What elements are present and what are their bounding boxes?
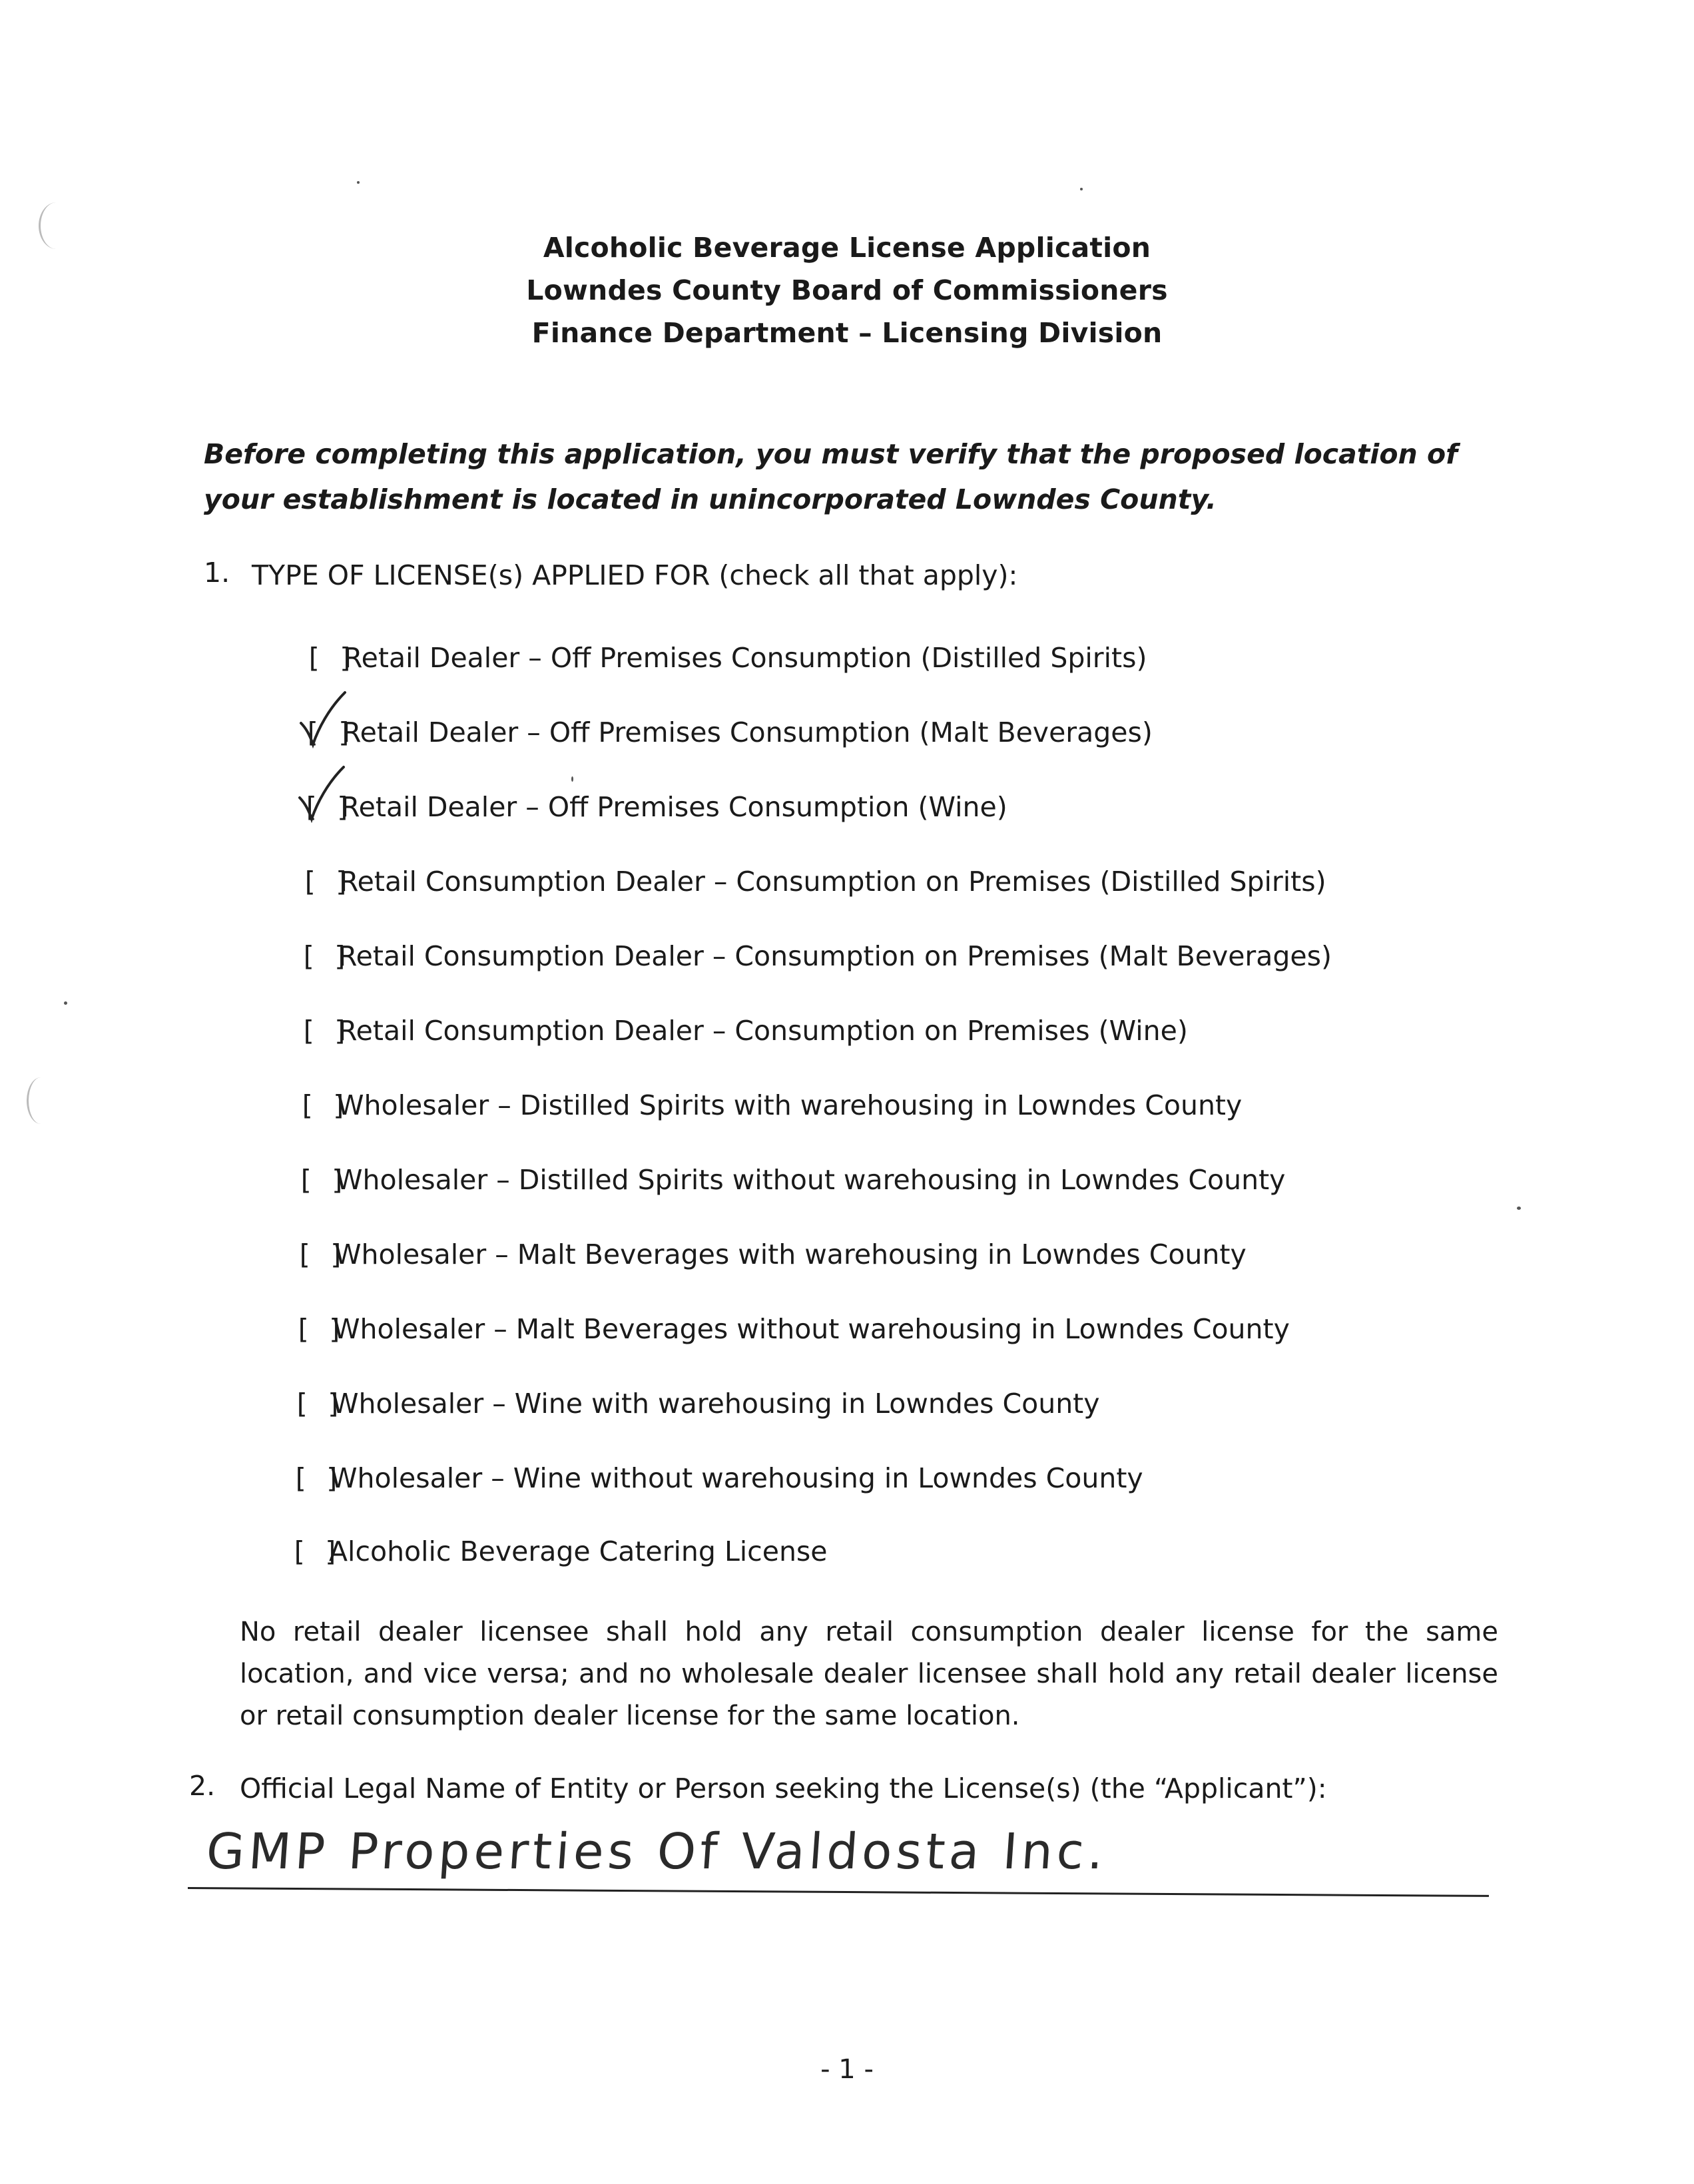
license-option[interactable] [297,1164,1285,1196]
checkbox-empty[interactable]: [ ] [292,1462,342,1494]
scan-speck [357,181,360,184]
checkbox-checked[interactable]: [ ] [304,716,342,748]
checkmark-icon [294,763,348,823]
applicant-name-handwritten[interactable]: GMP Properties Of Valdosta Inc. [204,1823,1110,1880]
checkbox-empty[interactable]: [ ] [297,1164,347,1196]
license-option[interactable] [301,866,1326,898]
question-2-label: Official Legal Name of Entity or Person seeking the License(s) (the “Applicant”): [240,1773,1327,1804]
question-1-number: 1. [204,557,230,589]
checkbox-empty[interactable]: [ ] [300,1015,350,1047]
checkbox-empty[interactable]: [ ] [300,940,350,972]
license-option-label: Wholesaler – Malt Beverages without warehousing in Lowndes County [333,1313,1290,1345]
checkbox-empty[interactable]: [ ] [293,1388,343,1420]
license-option[interactable] [304,716,1153,748]
question-1-label: TYPE OF LICENSE(s) APPLIED FOR (check all that apply): [252,559,1018,591]
checkbox-checked[interactable]: [ ] [302,791,341,823]
license-option[interactable] [300,1015,1188,1047]
applicant-name-line [188,1887,1489,1897]
scan-speck [1517,1207,1521,1210]
checkbox-empty[interactable]: [ ] [298,1089,348,1121]
license-option[interactable] [294,1313,1290,1345]
scan-speck [571,776,573,782]
license-option-label: Retail Dealer – Off Premises Consumption (Distilled Spirits) [344,642,1147,674]
license-option[interactable] [298,1089,1242,1121]
license-option[interactable] [293,1388,1100,1420]
checkmark-icon [296,688,349,748]
checkbox-empty[interactable]: [ ] [290,1535,340,1567]
license-option-label: Retail Dealer – Off Premises Consumption (Malt Beverages) [342,716,1153,748]
agency-name: Lowndes County Board of Commissioners [526,274,1168,306]
scan-edge-mark [27,1077,55,1124]
checkbox-empty[interactable]: [ ] [296,1238,346,1270]
checkbox-empty[interactable]: [ ] [294,1313,344,1345]
license-option-label: Retail Consumption Dealer – Consumption on Premises (Distilled Spirits) [340,866,1326,898]
license-option[interactable] [296,1238,1247,1270]
license-option-label: Alcoholic Beverage Catering License [329,1535,828,1567]
license-option[interactable] [302,791,1007,823]
license-option-label: Retail Dealer – Off Premises Consumption (Wine) [341,791,1007,823]
license-option-label: Wholesaler – Malt Beverages with warehousing in Lowndes County [334,1238,1247,1270]
license-option-label: Wholesaler – Distilled Spirits without warehousing in Lowndes County [336,1164,1286,1196]
license-option[interactable] [292,1462,1143,1494]
license-option[interactable] [290,1535,828,1567]
intro-instructions: Before completing this application, you must verify that the proposed location of your establishment is located in unincorporated Lowndes County. [204,438,1458,515]
checkbox-empty[interactable]: [ ] [305,642,355,674]
checkbox-empty[interactable]: [ ] [301,866,351,898]
license-option-label: Wholesaler – Wine with warehousing in Lowndes County [332,1388,1100,1420]
form-title: Alcoholic Beverage License Application [543,232,1151,264]
license-option-label: Retail Consumption Dealer – Consumption on Premises (Malt Beverages) [338,940,1332,972]
scan-speck [1080,188,1083,190]
scan-speck [64,1001,67,1005]
license-restriction-note: No retail dealer licensee shall hold any retail consumption dealer license for the same location, and vice versa; and no wholesale dealer licensee shall hold any retail dealer license or retail consumption dealer license for the same location. [240,1617,1498,1731]
license-option-label: Wholesaler – Wine without warehousing in Lowndes County [330,1462,1143,1494]
license-option[interactable] [305,642,1147,674]
license-option[interactable] [300,940,1332,972]
scan-edge-mark [39,202,74,249]
question-2-number: 2. [189,1770,216,1802]
license-option-label: Retail Consumption Dealer – Consumption on Premises (Wine) [338,1015,1188,1047]
license-option-label: Wholesaler – Distilled Spirits with warehousing in Lowndes County [337,1089,1243,1121]
page-number: - 1 - [820,2054,874,2085]
department-name: Finance Department – Licensing Division [531,317,1163,349]
